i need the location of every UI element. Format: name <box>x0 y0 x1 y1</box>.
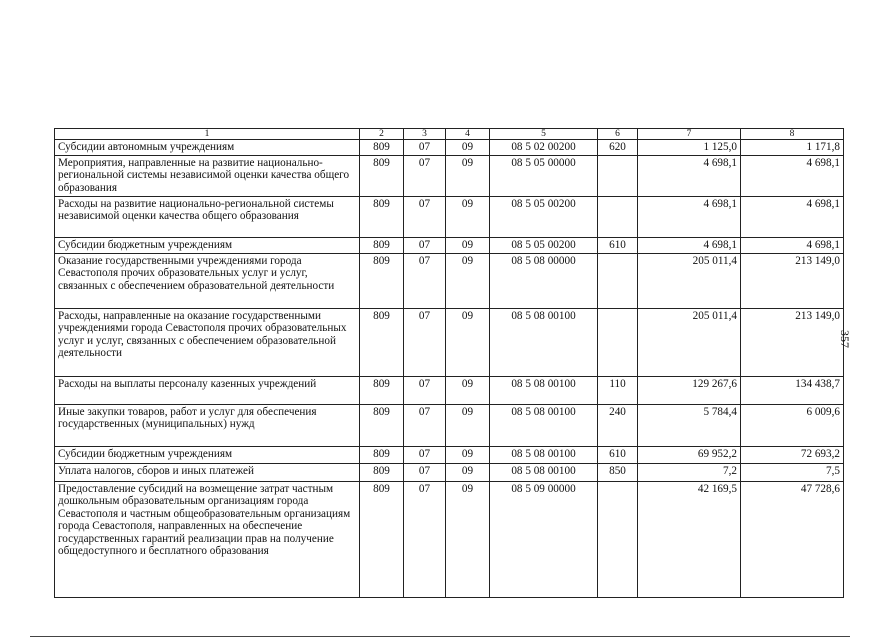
amount-year2: 6 009,6 <box>741 405 844 447</box>
section-code: 07 <box>404 464 446 482</box>
target-article-code: 08 5 08 00100 <box>490 309 598 377</box>
target-article-code: 08 5 08 00000 <box>490 254 598 309</box>
amount-year1: 5 784,4 <box>638 405 741 447</box>
column-header: 6 <box>598 129 638 140</box>
amount-year2: 1 171,8 <box>741 140 844 156</box>
section-code: 07 <box>404 309 446 377</box>
column-header: 5 <box>490 129 598 140</box>
section-code: 07 <box>404 156 446 197</box>
row-name: Субсидии бюджетным учреждениям <box>55 238 360 254</box>
section-code: 07 <box>404 482 446 598</box>
subsection-code: 09 <box>446 309 490 377</box>
ved-code: 809 <box>360 377 404 405</box>
row-name: Мероприятия, направленные на развитие национально-региональной системы независимой оценки качества общего образования <box>55 156 360 197</box>
amount-year1: 205 011,4 <box>638 309 741 377</box>
expense-type-code <box>598 482 638 598</box>
target-article-code: 08 5 05 00200 <box>490 238 598 254</box>
table-row <box>55 464 844 482</box>
section-code: 07 <box>404 254 446 309</box>
expense-type-code: 610 <box>598 238 638 254</box>
expense-type-code <box>598 156 638 197</box>
column-header: 7 <box>638 129 741 140</box>
amount-year2: 213 149,0 <box>741 254 844 309</box>
section-code: 07 <box>404 377 446 405</box>
row-name: Расходы на выплаты персоналу казенных учреждений <box>55 377 360 405</box>
amount-year2: 4 698,1 <box>741 156 844 197</box>
subsection-code: 09 <box>446 254 490 309</box>
section-code: 07 <box>404 197 446 238</box>
subsection-code: 09 <box>446 405 490 447</box>
target-article-code: 08 5 08 00100 <box>490 405 598 447</box>
row-name: Субсидии бюджетным учреждениям <box>55 447 360 464</box>
table-row <box>55 254 844 309</box>
amount-year1: 4 698,1 <box>638 197 741 238</box>
table-row <box>55 447 844 464</box>
target-article-code: 08 5 05 00000 <box>490 156 598 197</box>
amount-year1: 4 698,1 <box>638 156 741 197</box>
amount-year2: 47 728,6 <box>741 482 844 598</box>
amount-year1: 4 698,1 <box>638 238 741 254</box>
expense-type-code <box>598 254 638 309</box>
ved-code: 809 <box>360 482 404 598</box>
column-header: 2 <box>360 129 404 140</box>
ved-code: 809 <box>360 156 404 197</box>
target-article-code: 08 5 08 00100 <box>490 464 598 482</box>
amount-year2: 72 693,2 <box>741 447 844 464</box>
ved-code: 809 <box>360 309 404 377</box>
section-code: 07 <box>404 447 446 464</box>
row-name: Субсидии автономным учреждениям <box>55 140 360 156</box>
target-article-code: 08 5 09 00000 <box>490 482 598 598</box>
subsection-code: 09 <box>446 140 490 156</box>
budget-table <box>54 128 844 598</box>
amount-year2: 134 438,7 <box>741 377 844 405</box>
subsection-code: 09 <box>446 156 490 197</box>
subsection-code: 09 <box>446 482 490 598</box>
table-row <box>55 482 844 598</box>
row-name: Уплата налогов, сборов и иных платежей <box>55 464 360 482</box>
target-article-code: 08 5 05 00200 <box>490 197 598 238</box>
ved-code: 809 <box>360 464 404 482</box>
target-article-code: 08 5 08 00100 <box>490 377 598 405</box>
amount-year2: 4 698,1 <box>741 197 844 238</box>
section-code: 07 <box>404 140 446 156</box>
table-row <box>55 238 844 254</box>
ved-code: 809 <box>360 405 404 447</box>
row-name: Расходы, направленные на оказание государственными учреждениями города Севастополя прочих образовательных услуг и услуг, связанных с обеспечением образовательной деятельности <box>55 309 360 377</box>
target-article-code: 08 5 02 00200 <box>490 140 598 156</box>
subsection-code: 09 <box>446 464 490 482</box>
expense-type-code: 610 <box>598 447 638 464</box>
amount-year1: 1 125,0 <box>638 140 741 156</box>
amount-year1: 42 169,5 <box>638 482 741 598</box>
amount-year2: 213 149,0 <box>741 309 844 377</box>
table-row <box>55 140 844 156</box>
column-header: 3 <box>404 129 446 140</box>
amount-year1: 129 267,6 <box>638 377 741 405</box>
expense-type-code <box>598 197 638 238</box>
ved-code: 809 <box>360 447 404 464</box>
table-row <box>55 309 844 377</box>
expense-type-code <box>598 309 638 377</box>
header-row <box>55 129 844 140</box>
table-row <box>55 197 844 238</box>
ved-code: 809 <box>360 254 404 309</box>
section-code: 07 <box>404 238 446 254</box>
subsection-code: 09 <box>446 197 490 238</box>
expense-type-code: 620 <box>598 140 638 156</box>
amount-year1: 7,2 <box>638 464 741 482</box>
amount-year2: 4 698,1 <box>741 238 844 254</box>
column-header: 8 <box>741 129 844 140</box>
amount-year2: 7,5 <box>741 464 844 482</box>
expense-type-code: 850 <box>598 464 638 482</box>
table-row <box>55 377 844 405</box>
subsection-code: 09 <box>446 447 490 464</box>
page-number: 357 <box>838 330 852 348</box>
section-code: 07 <box>404 405 446 447</box>
column-header: 1 <box>55 129 360 140</box>
table-row <box>55 405 844 447</box>
subsection-code: 09 <box>446 238 490 254</box>
amount-year1: 205 011,4 <box>638 254 741 309</box>
ved-code: 809 <box>360 238 404 254</box>
table-row <box>55 156 844 197</box>
expense-type-code: 110 <box>598 377 638 405</box>
ved-code: 809 <box>360 140 404 156</box>
row-name: Оказание государственными учреждениями города Севастополя прочих образовательных услуг и услуг, связанных с обеспечением образовательной деятельности <box>55 254 360 309</box>
column-header: 4 <box>446 129 490 140</box>
bottom-rule <box>30 636 850 637</box>
target-article-code: 08 5 08 00100 <box>490 447 598 464</box>
amount-year1: 69 952,2 <box>638 447 741 464</box>
row-name: Расходы на развитие национально-региональной системы независимой оценки качества общего образования <box>55 197 360 238</box>
ved-code: 809 <box>360 197 404 238</box>
subsection-code: 09 <box>446 377 490 405</box>
row-name: Предоставление субсидий на возмещение затрат частным дошкольным образовательным организациям города Севастополя и частным общеобразовательным организациям города Севастополя, направленных на обеспечение государственных гарантий реализации прав на получение общедоступного и бесплатного образования <box>55 482 360 598</box>
expense-type-code: 240 <box>598 405 638 447</box>
row-name: Иные закупки товаров, работ и услуг для обеспечения государственных (муниципальных) нужд <box>55 405 360 447</box>
